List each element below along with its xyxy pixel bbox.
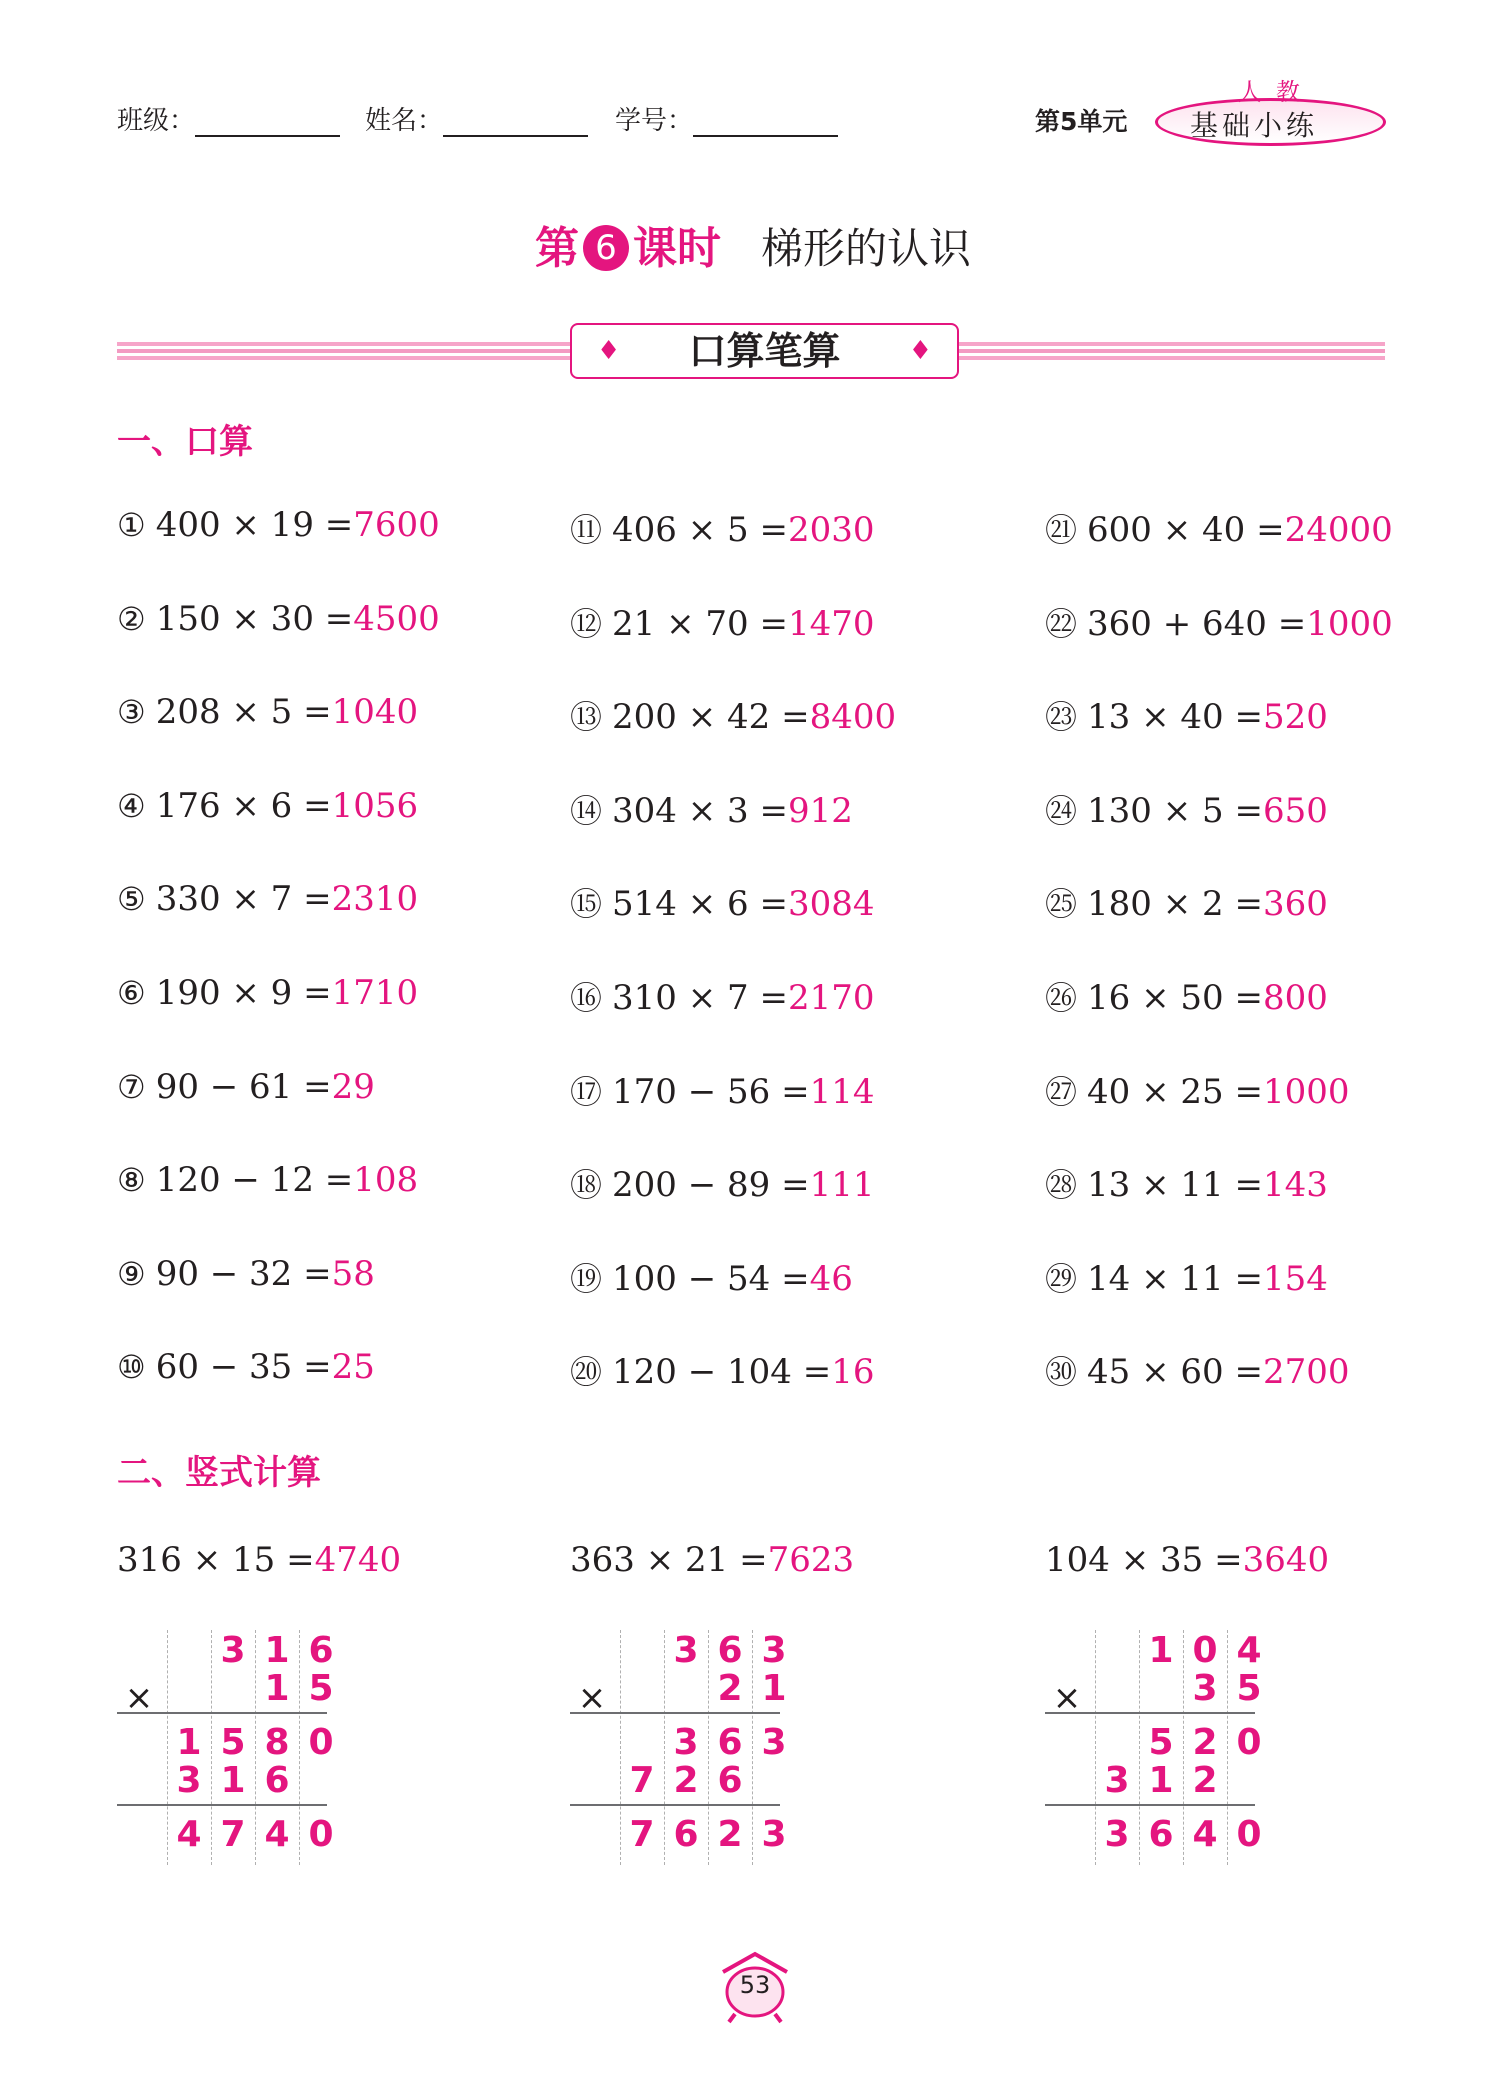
oral-problem bbox=[117, 786, 418, 826]
problem-answer[interactable]: 1000 bbox=[1262, 1071, 1350, 1112]
banner-label: 口算笔算 bbox=[688, 329, 841, 373]
digit-cell: 1 bbox=[220, 1760, 246, 1801]
digit-cell: 0 bbox=[1236, 1814, 1262, 1855]
written-expression bbox=[570, 1540, 854, 1580]
problem-expression: 600 × 40 = bbox=[1087, 510, 1285, 550]
digit-cell: 7 bbox=[220, 1814, 246, 1855]
oral-problem bbox=[117, 879, 418, 919]
digit-cell: 3 bbox=[1104, 1760, 1130, 1801]
oral-problem bbox=[117, 1160, 418, 1200]
problem-index: ㉑ bbox=[1045, 511, 1078, 549]
multiply-sign: × bbox=[577, 1678, 607, 1718]
problem-index: ㉚ bbox=[1045, 1353, 1078, 1392]
digit-cell: 6 bbox=[1148, 1814, 1174, 1855]
oral-problem bbox=[1045, 973, 1328, 1019]
problem-index: ⑫ bbox=[570, 604, 603, 643]
problem-answer[interactable]: 1056 bbox=[331, 785, 419, 826]
digit-cell: 0 bbox=[308, 1814, 334, 1855]
digit-cell: 5 bbox=[1236, 1668, 1262, 1709]
problem-index: ⑦ bbox=[117, 1067, 146, 1106]
problem-expression: 90 − 32 = bbox=[155, 1253, 332, 1294]
oral-problem bbox=[570, 692, 896, 738]
digit-cell: 6 bbox=[717, 1722, 743, 1763]
digit-cell: 2 bbox=[717, 1814, 743, 1855]
problem-answer[interactable]: 520 bbox=[1262, 697, 1328, 738]
problem-index: ⑭ bbox=[570, 791, 603, 830]
problem-answer[interactable]: 4500 bbox=[353, 598, 440, 639]
written-expression bbox=[1045, 1540, 1329, 1580]
diamond-icon: ♦ bbox=[908, 336, 932, 366]
problem-answer[interactable]: 2030 bbox=[787, 510, 875, 550]
problem-index: ⑮ bbox=[570, 885, 603, 924]
oral-problem bbox=[570, 1160, 874, 1206]
problem-answer[interactable]: 3084 bbox=[787, 884, 875, 925]
digit-cell: 5 bbox=[1148, 1722, 1174, 1763]
problem-answer[interactable]: 1470 bbox=[787, 603, 875, 644]
oral-problem bbox=[570, 973, 874, 1019]
digit-cell: 1 bbox=[1148, 1630, 1174, 1671]
problem-answer[interactable]: 912 bbox=[787, 790, 853, 831]
problem-index: ⑥ bbox=[117, 974, 146, 1012]
problem-index: ⑬ bbox=[570, 698, 603, 737]
oral-problem bbox=[117, 973, 418, 1013]
grid-rule-line bbox=[1045, 1804, 1255, 1806]
problem-index: ⑨ bbox=[117, 1254, 146, 1293]
problem-index: ⑯ bbox=[570, 979, 603, 1017]
digit-cell: 3 bbox=[761, 1814, 787, 1855]
problem-expression: 45 × 60 = bbox=[1087, 1352, 1263, 1393]
problem-answer[interactable]: 46 bbox=[809, 1258, 853, 1299]
problem-answer[interactable]: 800 bbox=[1262, 978, 1328, 1018]
problem-index: ㉗ bbox=[1045, 1072, 1078, 1111]
digit-cell: 4 bbox=[264, 1814, 290, 1855]
problem-expression: 21 × 70 = bbox=[612, 603, 788, 644]
problem-expression: 16 × 50 = bbox=[1087, 978, 1263, 1018]
digit-cell: 0 bbox=[308, 1722, 334, 1763]
problem-answer[interactable]: 24000 bbox=[1284, 510, 1393, 550]
problem-expression: 406 × 5 = bbox=[612, 510, 788, 550]
problem-index: ① bbox=[117, 506, 146, 544]
oral-problem bbox=[1045, 599, 1393, 645]
grid-rule-line bbox=[570, 1804, 780, 1806]
problem-answer[interactable]: 58 bbox=[331, 1253, 375, 1294]
unit-label: 第5单元 bbox=[1035, 107, 1128, 136]
problem-answer[interactable]: 2310 bbox=[331, 879, 419, 920]
problem-index: ② bbox=[117, 599, 146, 638]
problem-index: ⑧ bbox=[117, 1161, 146, 1200]
problem-answer[interactable]: 7600 bbox=[353, 505, 440, 545]
problem-answer[interactable]: 2170 bbox=[787, 978, 875, 1018]
problem-expression: 190 × 9 = bbox=[155, 973, 332, 1013]
problem-index: ㉒ bbox=[1045, 604, 1078, 643]
problem-answer[interactable]: 1040 bbox=[331, 692, 419, 733]
problem-index: ㉓ bbox=[1045, 698, 1078, 737]
digit-cell: 1 bbox=[176, 1722, 202, 1763]
oral-problem bbox=[1045, 1067, 1349, 1113]
digit-cell: 7 bbox=[629, 1760, 655, 1801]
problem-answer[interactable]: 29 bbox=[331, 1066, 375, 1107]
problem-index: ㉖ bbox=[1045, 979, 1078, 1017]
problem-index: ④ bbox=[117, 786, 146, 825]
problem-answer[interactable]: 2700 bbox=[1262, 1352, 1350, 1393]
digit-cell: 2 bbox=[717, 1668, 743, 1709]
written-expression bbox=[117, 1540, 401, 1580]
name-field bbox=[365, 100, 588, 137]
section-banner bbox=[570, 323, 959, 379]
banner-stripe-left bbox=[117, 342, 572, 360]
problem-answer[interactable]: 111 bbox=[809, 1165, 875, 1206]
problem-answer[interactable]: 16 bbox=[831, 1352, 875, 1393]
problem-index: ⑩ bbox=[117, 1348, 146, 1387]
digit-cell: 2 bbox=[1192, 1722, 1218, 1763]
digit-cell: 3 bbox=[176, 1760, 202, 1801]
digit-cell: 5 bbox=[308, 1668, 334, 1709]
problem-index: ㉕ bbox=[1045, 885, 1078, 924]
page-title bbox=[0, 212, 1506, 276]
digit-cell: 4 bbox=[176, 1814, 202, 1855]
problem-expression: 200 − 89 = bbox=[612, 1165, 810, 1206]
digit-cell: 1 bbox=[1148, 1760, 1174, 1801]
oral-problem bbox=[1045, 1160, 1328, 1206]
problem-expression: 120 − 12 = bbox=[155, 1160, 354, 1201]
digit-cell: 2 bbox=[1192, 1760, 1218, 1801]
problem-index: ⑲ bbox=[570, 1259, 603, 1298]
problem-expression: 304 × 3 = bbox=[612, 790, 788, 831]
problem-expression: 208 × 5 = bbox=[155, 692, 332, 733]
oral-problem bbox=[570, 599, 874, 645]
section-oral-title: 一、口算 bbox=[117, 422, 253, 462]
digit-cell: 1 bbox=[264, 1668, 290, 1709]
oral-problem bbox=[570, 1254, 853, 1300]
problem-expression: 14 × 11 = bbox=[1087, 1258, 1263, 1299]
problem-index: ⑱ bbox=[570, 1166, 603, 1205]
oral-problem bbox=[1045, 1347, 1349, 1393]
problem-index: ㉘ bbox=[1045, 1166, 1078, 1205]
page-number: 53 bbox=[739, 1971, 771, 1999]
oral-problem bbox=[570, 1067, 874, 1113]
digit-cell: 0 bbox=[1236, 1722, 1262, 1763]
digit-cell: 3 bbox=[220, 1630, 246, 1671]
digit-cell: 4 bbox=[1192, 1814, 1218, 1855]
problem-answer[interactable]: 1000 bbox=[1306, 603, 1393, 644]
oral-problem bbox=[1045, 692, 1328, 738]
lesson-number-badge: 6 bbox=[583, 225, 629, 271]
oral-problem bbox=[570, 786, 853, 832]
student-no-blank[interactable] bbox=[693, 107, 838, 137]
digit-cell: 3 bbox=[673, 1722, 699, 1763]
digit-cell: 6 bbox=[264, 1760, 290, 1801]
oral-problem bbox=[1045, 1254, 1328, 1300]
problem-expression: 514 × 6 = bbox=[612, 884, 788, 925]
digit-cell: 3 bbox=[673, 1630, 699, 1671]
vertical-calculation bbox=[1045, 1630, 1262, 1865]
lesson-suffix: 课时 bbox=[632, 223, 721, 274]
problem-index: ⑳ bbox=[570, 1353, 603, 1392]
problem-expression: 200 × 42 = bbox=[612, 697, 810, 738]
name-blank[interactable] bbox=[443, 107, 588, 137]
written-expr: 104 × 35 = bbox=[1045, 1540, 1243, 1580]
brand-text: 基础小练 bbox=[1190, 109, 1319, 142]
digit-cell: 3 bbox=[761, 1722, 787, 1763]
digit-cell: 1 bbox=[761, 1668, 787, 1709]
oral-problem bbox=[117, 1347, 375, 1387]
problem-expression: 40 × 25 = bbox=[1087, 1071, 1263, 1112]
digit-cell: 7 bbox=[629, 1814, 655, 1855]
problem-expression: 100 − 54 = bbox=[612, 1258, 810, 1299]
digit-cell: 1 bbox=[264, 1630, 290, 1671]
digit-cell: 4 bbox=[1236, 1630, 1262, 1671]
oral-problem bbox=[1045, 786, 1328, 832]
written-answer[interactable]: 4740 bbox=[314, 1540, 402, 1580]
problem-expression: 310 × 7 = bbox=[612, 978, 788, 1018]
oral-problem bbox=[117, 1254, 375, 1294]
oral-problem bbox=[1045, 879, 1328, 925]
written-expr: 316 × 15 = bbox=[117, 1540, 315, 1580]
student-no-field bbox=[615, 100, 838, 137]
digit-cell: 6 bbox=[717, 1630, 743, 1671]
oral-problem bbox=[1045, 505, 1393, 551]
banner-stripe-right bbox=[955, 342, 1385, 360]
problem-answer[interactable]: 154 bbox=[1262, 1258, 1328, 1299]
problem-answer[interactable]: 650 bbox=[1262, 790, 1328, 831]
lesson-topic: 梯形的认识 bbox=[760, 224, 971, 273]
problem-expression: 130 × 5 = bbox=[1087, 790, 1263, 831]
digit-cell: 6 bbox=[308, 1630, 334, 1671]
problem-index: ③ bbox=[117, 693, 146, 732]
problem-answer[interactable]: 108 bbox=[353, 1160, 419, 1201]
problem-index: ⑤ bbox=[117, 880, 146, 919]
written-answer[interactable]: 7623 bbox=[767, 1540, 855, 1580]
problem-index: ⑰ bbox=[570, 1072, 603, 1111]
problem-expression: 170 − 56 = bbox=[612, 1071, 810, 1112]
multiply-sign: × bbox=[1052, 1678, 1082, 1718]
problem-expression: 360 + 640 = bbox=[1087, 603, 1307, 644]
digit-cell: 2 bbox=[673, 1760, 699, 1801]
digit-cell: 8 bbox=[264, 1722, 290, 1763]
problem-answer[interactable]: 360 bbox=[1262, 884, 1328, 925]
digit-cell: 3 bbox=[1192, 1668, 1218, 1709]
digit-cell: 6 bbox=[673, 1814, 699, 1855]
problem-expression: 176 × 6 = bbox=[155, 785, 332, 826]
problem-answer[interactable]: 1710 bbox=[331, 973, 419, 1013]
diamond-icon: ♦ bbox=[597, 336, 621, 366]
class-label: 班级： bbox=[117, 106, 196, 136]
digit-cell: 0 bbox=[1192, 1630, 1218, 1671]
problem-expression: 90 − 61 = bbox=[155, 1066, 332, 1107]
oral-problem bbox=[117, 599, 440, 639]
lesson-prefix: 第 bbox=[534, 223, 579, 274]
written-answer[interactable]: 3640 bbox=[1242, 1540, 1330, 1580]
class-blank[interactable] bbox=[195, 107, 340, 137]
problem-index: ㉔ bbox=[1045, 791, 1078, 830]
digit-cell: 5 bbox=[220, 1722, 246, 1763]
problem-answer[interactable]: 25 bbox=[331, 1347, 375, 1388]
problem-answer[interactable]: 114 bbox=[809, 1071, 875, 1112]
problem-expression: 13 × 11 = bbox=[1087, 1165, 1263, 1206]
section-written-title: 二、竖式计算 bbox=[117, 1453, 321, 1493]
problem-expression: 120 − 104 = bbox=[612, 1352, 832, 1393]
oral-problem bbox=[570, 1347, 874, 1393]
problem-expression: 13 × 40 = bbox=[1087, 697, 1263, 738]
problem-expression: 330 × 7 = bbox=[155, 879, 332, 920]
oral-problem bbox=[117, 505, 440, 545]
vertical-calculation bbox=[117, 1630, 334, 1865]
vertical-calculation bbox=[570, 1630, 787, 1865]
problem-expression: 150 × 30 = bbox=[155, 598, 354, 639]
brand-top: 人教 bbox=[1238, 78, 1314, 106]
oral-problem bbox=[117, 1067, 375, 1107]
oral-problem bbox=[570, 879, 874, 925]
problem-expression: 400 × 19 = bbox=[155, 505, 354, 545]
digit-cell: 6 bbox=[717, 1760, 743, 1801]
oral-problem bbox=[117, 692, 418, 732]
problem-expression: 60 − 35 = bbox=[155, 1347, 332, 1388]
name-label: 姓名： bbox=[365, 106, 444, 136]
digit-cell: 3 bbox=[1104, 1814, 1130, 1855]
grid-rule-line bbox=[117, 1804, 327, 1806]
problem-answer[interactable]: 8400 bbox=[809, 697, 897, 738]
multiply-sign: × bbox=[124, 1678, 154, 1718]
oral-problem bbox=[570, 505, 874, 551]
problem-expression: 180 × 2 = bbox=[1087, 884, 1263, 925]
problem-index: ㉙ bbox=[1045, 1259, 1078, 1298]
written-expr: 363 × 21 = bbox=[570, 1540, 768, 1580]
problem-index: ⑪ bbox=[570, 511, 603, 549]
student-no-label: 学号： bbox=[615, 106, 694, 136]
class-field bbox=[117, 100, 340, 137]
problem-answer[interactable]: 143 bbox=[1262, 1165, 1328, 1206]
digit-cell: 3 bbox=[761, 1630, 787, 1671]
